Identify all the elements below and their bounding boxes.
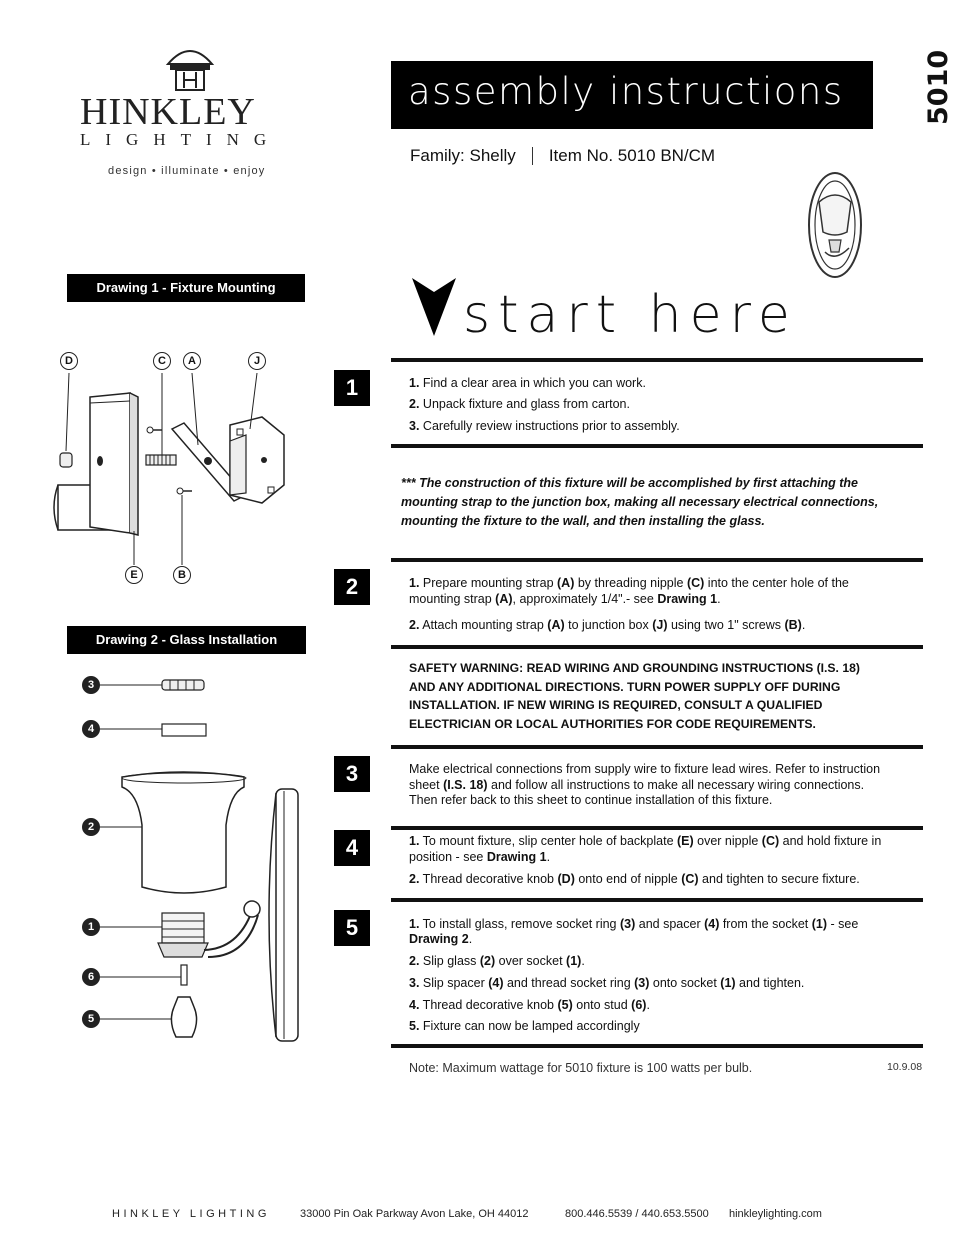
step-3-number: 3 bbox=[334, 756, 370, 792]
footer-website-link[interactable]: hinkleylighting.com bbox=[729, 1208, 822, 1220]
rule-8 bbox=[391, 1044, 923, 1048]
rule-1 bbox=[391, 358, 923, 362]
s2-b1: mounting strap bbox=[409, 592, 496, 606]
s3-l1: Make electrical connections from supply wire to fixture lead wires. Refer to instruction bbox=[409, 762, 881, 776]
start-arrow-icon bbox=[410, 276, 458, 338]
safety-line-4: ELECTRICIAN OR LOCAL AUTHORITIES FOR CODE REQUIREMENTS. bbox=[409, 717, 816, 731]
rule-2 bbox=[391, 444, 923, 448]
s4-b2: Drawing 1 bbox=[486, 850, 547, 864]
s3-l3: Then refer back to this sheet to continue installation of this fixture. bbox=[409, 793, 773, 807]
family-separator bbox=[532, 147, 533, 165]
step-5-number: 5 bbox=[334, 910, 370, 946]
s5-f2: Fixture can now be lamped accordingly bbox=[419, 1019, 640, 1033]
s2-a5: (C) bbox=[686, 576, 705, 590]
s5-d2: Slip spacer bbox=[419, 976, 489, 990]
step-1-number: 1 bbox=[334, 370, 370, 406]
footer-address: 33000 Pin Oak Parkway Avon Lake, OH 44012 bbox=[300, 1208, 529, 1220]
brand-logo bbox=[70, 42, 310, 192]
s5-a1: 1. bbox=[409, 917, 420, 931]
safety-line-2: AND ANY ADDITIONAL DIRECTIONS. TURN POWER SUPPLY OFF DURING bbox=[409, 680, 841, 694]
step-1-item-3-num: 3. bbox=[409, 419, 420, 433]
family-line bbox=[410, 146, 715, 166]
callout-5: 5 bbox=[82, 1010, 100, 1028]
rule-3 bbox=[391, 558, 923, 562]
s5-a8: - see bbox=[827, 917, 859, 931]
s4-c6: and tighten to secure fixture. bbox=[698, 872, 860, 886]
s5-f1: 5. bbox=[409, 1019, 420, 1033]
s5-d5: (3) bbox=[634, 976, 650, 990]
revision-date: 10.9.08 bbox=[887, 1061, 923, 1073]
s2-c2: Attach mounting strap bbox=[419, 618, 548, 632]
s2-a2: Prepare mounting strap bbox=[419, 576, 558, 590]
step-1-item-2-num: 2. bbox=[409, 397, 420, 411]
footer-brand: HINKLEY LIGHTING bbox=[112, 1208, 270, 1220]
s2-c7: (B) bbox=[784, 618, 802, 632]
s4-a5: (C) bbox=[761, 834, 780, 848]
s2-b5: . bbox=[717, 592, 721, 606]
s4-a1: 1. bbox=[409, 834, 420, 848]
s2-c5: (J) bbox=[652, 618, 668, 632]
step-4-number: 4 bbox=[334, 830, 370, 866]
s5-d3: (4) bbox=[488, 976, 504, 990]
step-1-item-1: Find a clear area in which you can work. bbox=[422, 376, 646, 390]
callout-e: E bbox=[125, 566, 143, 584]
callout-a: A bbox=[183, 352, 201, 370]
notice-line-3: mounting the fixture to the wall, and then installing the glass. bbox=[401, 514, 765, 528]
page-title: assembly instructions bbox=[408, 70, 844, 113]
step-1-item-3: Carefully review instructions prior to assembly. bbox=[422, 419, 680, 433]
callout-3: 3 bbox=[82, 676, 100, 694]
s4-b3: . bbox=[546, 850, 551, 864]
callout-j: J bbox=[248, 352, 266, 370]
s5-e1: 4. bbox=[409, 998, 420, 1012]
item-label: Item No. 5010 BN/CM bbox=[548, 146, 716, 165]
drawing2-label: Drawing 2 - Glass Installation bbox=[67, 626, 306, 654]
s2-c8: . bbox=[801, 618, 806, 632]
rule-7 bbox=[391, 898, 923, 902]
brand-name: HINKLEY bbox=[80, 91, 256, 133]
family-label: Family: Shelly bbox=[410, 146, 516, 165]
s3-l2b: (I.S. 18) bbox=[443, 778, 488, 792]
s5-e5: (6) bbox=[631, 998, 647, 1012]
s4-a6: and hold fixture in bbox=[779, 834, 882, 848]
s3-l2a: sheet bbox=[409, 778, 444, 792]
item-number-vertical bbox=[878, 49, 954, 130]
s2-a6: into the center hole of the bbox=[704, 576, 849, 590]
notice-line-2: mounting strap to the junction box, making all necessary electrical connections, bbox=[401, 495, 879, 509]
s5-c6: . bbox=[581, 954, 585, 968]
s5-d7: (1) bbox=[720, 976, 736, 990]
wattage-note: Note: Maximum wattage for 5010 fixture is 100 watts per bulb. bbox=[409, 1061, 753, 1075]
s2-c4: to junction box bbox=[564, 618, 653, 632]
footer-phone: 800.446.5539 / 440.653.5500 bbox=[565, 1208, 709, 1220]
s5-a6: from the socket bbox=[719, 917, 812, 931]
step-1-item-2: Unpack fixture and glass from carton. bbox=[422, 397, 630, 411]
s4-a3: (E) bbox=[677, 834, 694, 848]
s5-c3: (2) bbox=[479, 954, 496, 968]
s2-b2: (A) bbox=[495, 592, 513, 606]
s5-a2: To install glass, remove socket ring bbox=[419, 917, 620, 931]
s4-c4: onto end of nipple bbox=[574, 872, 682, 886]
s5-d4: and thread socket ring bbox=[503, 976, 635, 990]
callout-c: C bbox=[153, 352, 171, 370]
callout-b: B bbox=[173, 566, 191, 584]
s5-c5: (1) bbox=[566, 954, 582, 968]
s5-e4: onto stud bbox=[572, 998, 632, 1012]
s5-b1: Drawing 2 bbox=[409, 932, 469, 946]
s5-a3: (3) bbox=[620, 917, 636, 931]
s2-c6: using two 1" screws bbox=[667, 618, 785, 632]
s2-a1: 1. bbox=[409, 576, 420, 590]
rule-4 bbox=[391, 645, 923, 649]
s4-c5: (C) bbox=[681, 872, 699, 886]
rule-6 bbox=[391, 826, 923, 830]
s5-d8: and tighten. bbox=[735, 976, 805, 990]
callout-1: 1 bbox=[82, 918, 100, 936]
step-1-item-1-num: 1. bbox=[409, 376, 420, 390]
s5-e3: (5) bbox=[557, 998, 573, 1012]
s4-a2: To mount fixture, slip center hole of backplate bbox=[419, 834, 677, 848]
s5-a4: and spacer bbox=[635, 917, 705, 931]
safety-line-1: SAFETY WARNING: READ WIRING AND GROUNDING INSTRUCTIONS (I.S. 18) bbox=[409, 661, 860, 675]
s5-e2: Thread decorative knob bbox=[419, 998, 558, 1012]
s5-d6: onto socket bbox=[649, 976, 721, 990]
callout-6: 6 bbox=[82, 968, 100, 986]
fixture-thumbnail-icon bbox=[805, 170, 865, 280]
s4-b1: position - see bbox=[409, 850, 487, 864]
s2-a4: by threading nipple bbox=[574, 576, 687, 590]
brand-tagline: design • illuminate • enjoy bbox=[108, 165, 266, 177]
s4-c3: (D) bbox=[557, 872, 575, 886]
safety-line-3: INSTALLATION. IF NEW WIRING IS REQUIRED, CONSULT A QUALIFIED bbox=[409, 698, 823, 712]
item-number-vertical-text: 5010 bbox=[923, 49, 954, 125]
s3-l2c: and follow all instructions to make all necessary wiring connections. bbox=[487, 778, 865, 792]
s2-b4: Drawing 1 bbox=[657, 592, 718, 606]
callout-4: 4 bbox=[82, 720, 100, 738]
notice-line-1: *** The construction of this fixture will be accomplished by first attaching the bbox=[401, 476, 859, 490]
drawing2-illustration bbox=[80, 665, 310, 1055]
drawing1-label: Drawing 1 - Fixture Mounting bbox=[67, 274, 305, 302]
s5-b2: . bbox=[468, 932, 473, 946]
s2-a3: (A) bbox=[557, 576, 575, 590]
s5-c4: over socket bbox=[495, 954, 567, 968]
s4-c2: Thread decorative knob bbox=[419, 872, 558, 886]
s5-c1: 2. bbox=[409, 954, 420, 968]
start-here-heading: start here bbox=[463, 285, 798, 345]
callout-2: 2 bbox=[82, 818, 100, 836]
s4-a4: over nipple bbox=[693, 834, 762, 848]
s2-c3: (A) bbox=[547, 618, 565, 632]
callout-d: D bbox=[60, 352, 78, 370]
s2-c1: 2. bbox=[409, 618, 420, 632]
s5-a7: (1) bbox=[811, 917, 828, 931]
drawing1-illustration bbox=[50, 345, 310, 595]
brand-sub: LIGHTING bbox=[80, 130, 282, 149]
s5-c2: Slip glass bbox=[419, 954, 480, 968]
s5-a5: (4) bbox=[704, 917, 720, 931]
s2-b3: , approximately 1/4".- see bbox=[512, 592, 658, 606]
s4-c1: 2. bbox=[409, 872, 420, 886]
rule-5 bbox=[391, 745, 923, 749]
s5-d1: 3. bbox=[409, 976, 420, 990]
step-2-number: 2 bbox=[334, 569, 370, 605]
lantern-logo-icon bbox=[160, 42, 220, 92]
s5-e6: . bbox=[646, 998, 650, 1012]
